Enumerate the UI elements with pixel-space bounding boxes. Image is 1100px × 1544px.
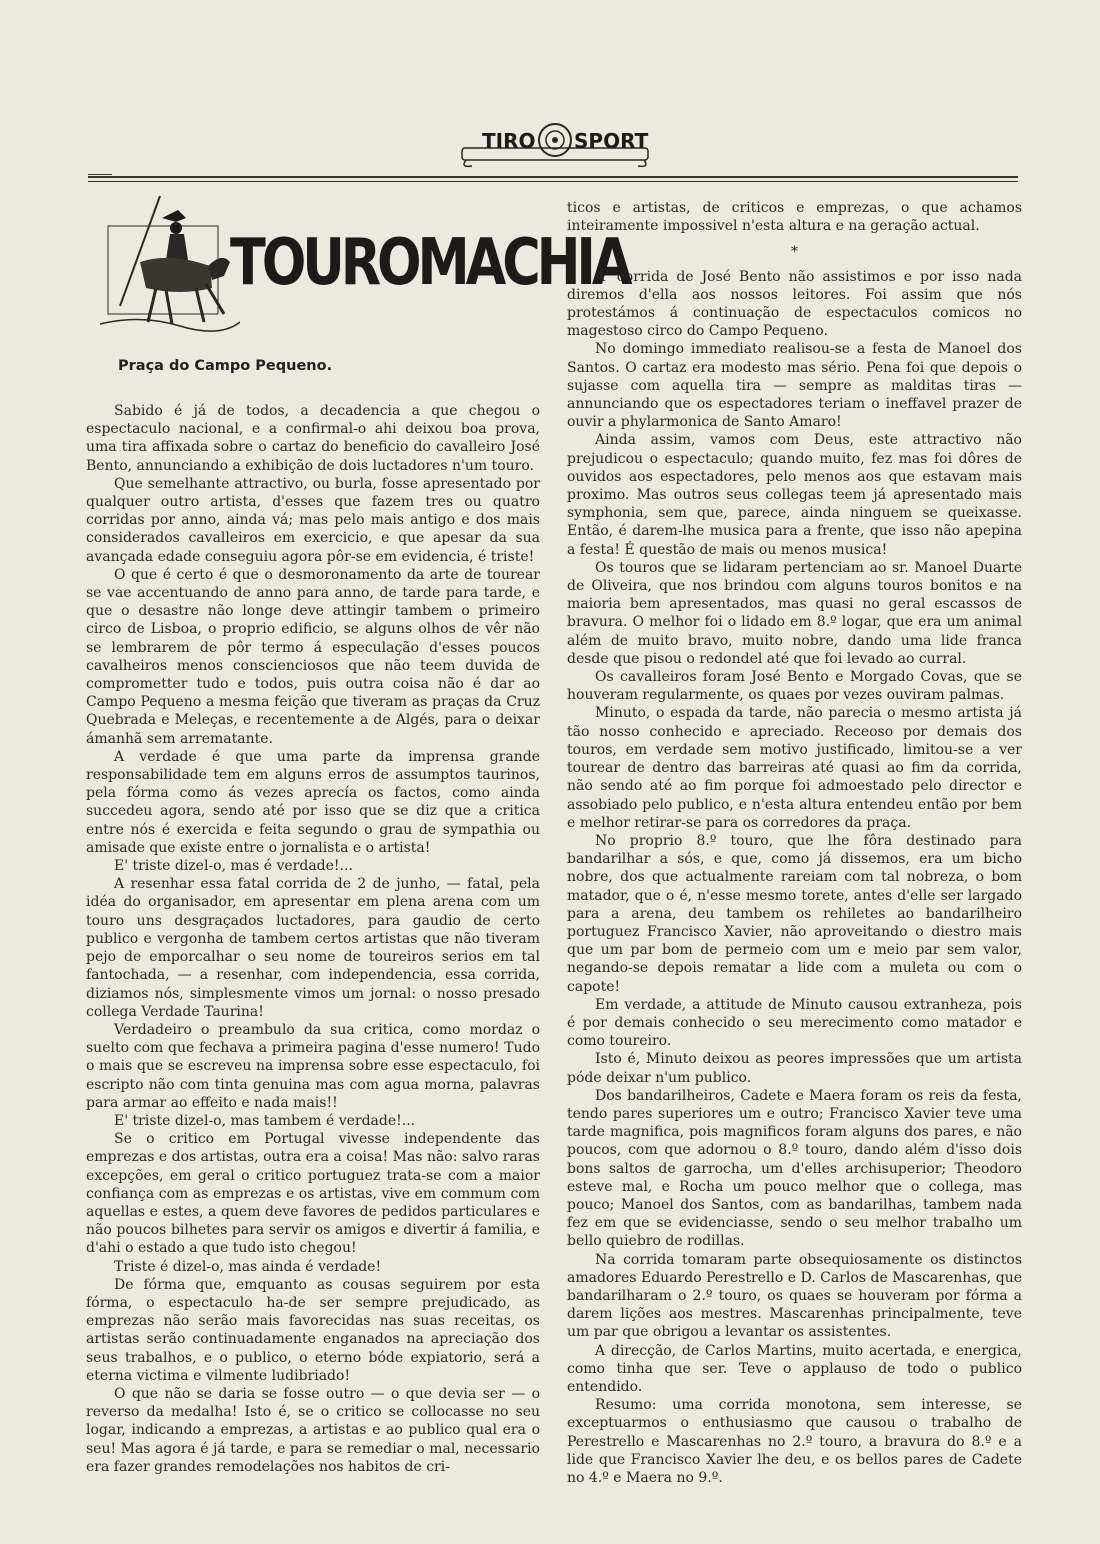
paragraph: Os touros que se lidaram pertenciam ao sr. Manoel Duarte de Oliveira, que nos brindou com alguns touros bonitos e na maioria bem apresentados, mas quasi no geral escassos de bravura. O melhor foi o lidado em 8.º logar, que era um animal além de muito bravo, muito nobre, dando uma lide franca desde que pisou o redondel até que foi levado ao curral. bbox=[567, 559, 1022, 667]
paragraph: E' triste dizel-o, mas tambem é verdade!... bbox=[114, 1112, 416, 1129]
paragraph: O que é certo é que o desmoronamento da arte de tourear se vae accentuando de anno para anno, de tarde para tarde, e que o desastre não longe deve attingir tambem o primeiro circo de Lisboa, o proprio edificio, se alguns olhos de vêr não se lembrarem de pôr termo á especulação d'esses poucos cavalheiros menos conscienciosos que não teem duvida de comprometter tudo e todos, puis outra coisa não é dar ao Campo Pequeno a mesma feição que tiveram as praças da Cruz Quebrada e Meleças, e recentemente a de Algés, para o deixar ámanhã sem arrematante. bbox=[86, 566, 540, 747]
paragraph: No domingo immediato realisou-se a festa de Manoel dos Santos. O cartaz era modesto mas sério. Pena foi que depois o sujasse com aquella tira — sempre as malditas tiras — annunciando que os espectadores teriam o ineffavel prazer de ouvir a phylarmonica de Santo Amaro! bbox=[567, 341, 1022, 431]
paragraph: A direcção, de Carlos Martins, muito acertada, e energica, como tinha que ser. Teve o applauso de todo o publico entendido. bbox=[567, 1342, 1022, 1395]
paragraph: Que semelhante attractivo, ou burla, fosse apresentado por qualquer outro artista, d'esses que fazem tres ou quatro corridas por anno, ainda vá; mas pelo mais antigo e dos mais considerados cavalleiros em exercicio, e que apesar da sua avançada edade conseguiu agora pôr-se em evidencia, é triste! bbox=[86, 475, 540, 565]
section-separator: * bbox=[791, 244, 798, 261]
svg-text:TIRO: TIRO bbox=[482, 129, 536, 153]
paragraph: De fórma que, emquanto as cousas seguirem por esta fórma, o espectaculo ha-de ser sempre prejudicado, as emprezas não serão mais favorecidas nas suas receitas, os artistas serão continuadamente enganados na apreciação dos seus trabalhos, e o publico, o eterno bóde expiatorio, será a eterna victima e vilmente ludibriado! bbox=[86, 1276, 540, 1384]
paragraph: E' triste dizel-o, mas é verdade!... bbox=[114, 858, 353, 875]
left-column bbox=[86, 402, 540, 1476]
paragraph: Isto é, Minuto deixou as peores impressões que um artista póde deixar n'um publico. bbox=[567, 1051, 1022, 1086]
article-subhead: Praça do Campo Pequeno. bbox=[118, 358, 333, 374]
paragraph: Os cavalleiros foram José Bento e Morgado Covas, que se houveram regularmente, os quaes por vezes ouviram palmas. bbox=[567, 669, 1022, 704]
paragraph: Dos bandarilheiros, Cadete e Maera foram os reis da festa, tendo pares superiores um e outro; Francisco Xavier teve uma tarde magnifica, pois magnificos foram alguns dos pares, e não poucos, com que adornou o 8.º touro, dando além d'isso dois bons saltos de garrocha, um d'elles archisuperior; Theodoro esteve mal, e Rocha um pouco melhor que o collega, mas pouco; Manoel dos Santos, com as bandarilhas, tambem nada fez em que se evidenciasse, sendo o seu melhor trabalho um bello quiebro de rodillas. bbox=[567, 1087, 1022, 1250]
masthead-rule-short bbox=[88, 174, 112, 175]
paragraph: Sabido é já de todos, a decadencia a que chegou o espectaculo nacional, e a confirmal-o ahi deixou boa prova, uma tira affixada sobre o cartaz do beneficio do cavalleiro José Bento, annunciando a exhibição de dois luctadores n'um touro. bbox=[86, 403, 540, 474]
svg-text:SPORT: SPORT bbox=[574, 129, 649, 153]
section-title: TOUROMACHIA bbox=[230, 226, 629, 300]
masthead-logo bbox=[460, 118, 650, 170]
horseman-illustration bbox=[100, 196, 240, 336]
masthead-rule-thin bbox=[88, 181, 1018, 182]
paragraph: No proprio 8.º touro, que lhe fôra destinado para bandarilhar a sós, e que, como já dissemos, era um bicho nobre, dos que actualmente rareiam com tal nobreza, o bom matador, que o é, n'esse mesmo torete, antes d'elle ser largado para a arena, deu tambem os rehiletes ao bandarilheiro portuguez Francisco Xavier, não aproveitando o diestro mais que um par bom de permeio com um e meio par sem valor, negando-se depois rematar a lide com a muleta ou com o capote! bbox=[567, 832, 1022, 995]
paragraph: A resenhar essa fatal corrida de 2 de junho, — fatal, pela idéa do organisador, em apresentar em plena arena com um touro uns desgraçados luctadores, para gaudio de certo publico e vergonha de tambem certos artistas que não tiveram pejo de emporcalhar o seu nome de toureiros serios em tal fantochada, — a resenhar, com independencia, essa corrida, diziamos nós, simplesmente vimos um jornal: o nosso presado collega Verdade Taurina! bbox=[86, 876, 540, 1020]
paragraph: O que não se daria se fosse outro — o que devia ser — o reverso da medalha! Isto é, se o critico se collocasse no seu logar, indicando a emprezas, a artistas e ao publico qual era o seu! Mas agora é já tarde, e para se remediar o mal, necessario era fazer grandes remodelações nos habitos de cri- bbox=[86, 1385, 540, 1475]
paragraph: Resumo: uma corrida monotona, sem interesse, se exceptuarmos o enthusiasmo que causou o trabalho de Perestrello e Mascarenhas no 2.º touro, a bravura do 8.º e a lide que Francisco Xavier lhe deu, e os bellos pares de Cadete no 4.º e Maera no 9.º. bbox=[567, 1397, 1022, 1487]
right-column bbox=[567, 199, 1022, 1487]
paragraph: Em verdade, a attitude de Minuto causou extranheza, pois é por demais conhecido o seu merecimento como matador e como toureiro. bbox=[567, 996, 1022, 1050]
paragraph: Na corrida tomaram parte obsequiosamente os distinctos amadores Eduardo Perestrello e D. Carlos de Mascarenhas, que bandarilharam o 2.º touro, os quaes se houveram por fórma a darem lições aos mestres. Mascarenhas principalmente, teve um par que obrigou a levantar os assistentes. bbox=[567, 1251, 1022, 1341]
masthead-rule bbox=[88, 176, 1018, 178]
continued-paragraph: ticos e artistas, de criticos e emprezas, o que achamos inteiramente impossivel n'esta altura e na geração actual. bbox=[567, 200, 1022, 235]
paragraph: Ainda assim, vamos com Deus, este attractivo não prejudicou o espectaculo; quando muito, fez mas foi dôres de ouvidos aos espectadores, pelo menos aos que estavam mais proximo. Mas outros seus collegas teem já apresentado mais symphonia, sem que, parece, ainda ninguem se queixasse. Então, é darem-lhe musica para a frente, que isso não apepina a festa! É questão de mais ou menos musica! bbox=[567, 432, 1022, 558]
paragraph: A' corrida de José Bento não assistimos e por isso nada diremos d'ella aos nossos leitores. Foi assim que nós protestámos á continuação de espectaculos comicos no magestoso circo do Campo Pequeno. bbox=[567, 268, 1022, 340]
paragraph: Triste é dizel-o, mas ainda é verdade! bbox=[114, 1258, 382, 1275]
paragraph: Minuto, o espada da tarde, não parecia o mesmo artista já tão nosso conhecido e apreciado. Receoso por demais dos touros, em verdade sem motivo justificado, limitou-se a ver tourear de dentro das barreiras até quasi ao fim da corrida, não sendo até ao fim porque foi admoestado pelo director e assobiado pelo publico, e n'esta altura entendeu então por bem e melhor retirar-se para os corredores da praça. bbox=[567, 705, 1022, 831]
paragraph: A verdade é que uma parte da imprensa grande responsabilidade tem em alguns erros de assumptos taurinos, pela fórma como ás vezes aprecía os factos, como ainda succedeu agora, sendo até por isso que se diz que a critica entre nós é exercida e feita segundo o grau de sympathia ou amisade que existe entre o jornalista e o artista! bbox=[86, 748, 540, 856]
paragraph: Verdadeiro o preambulo da sua critica, como mordaz o suelto com que fechava a primeira pagina d'esse numero! Tudo o mais que se escreveu na imprensa sobre esse espectaculo, foi escripto não com tinta genuina mas com agua morna, palavras para armar ao effeito e nada mais!! bbox=[86, 1021, 540, 1111]
paragraph: Se o critico em Portugal vivesse independente das emprezas e dos artistas, outra era a coisa! Mas não: salvo raras excepções, em geral o critico portuguez trata-se com a maior confiança com as emprezas e os artistas, vive em commum com aquellas e estes, a quem deve favores de pedidos particulares e não poucos bilhetes para servir os amigos e divertir á familia, e d'ahi o estado a que tudo isto chegou! bbox=[86, 1131, 540, 1257]
